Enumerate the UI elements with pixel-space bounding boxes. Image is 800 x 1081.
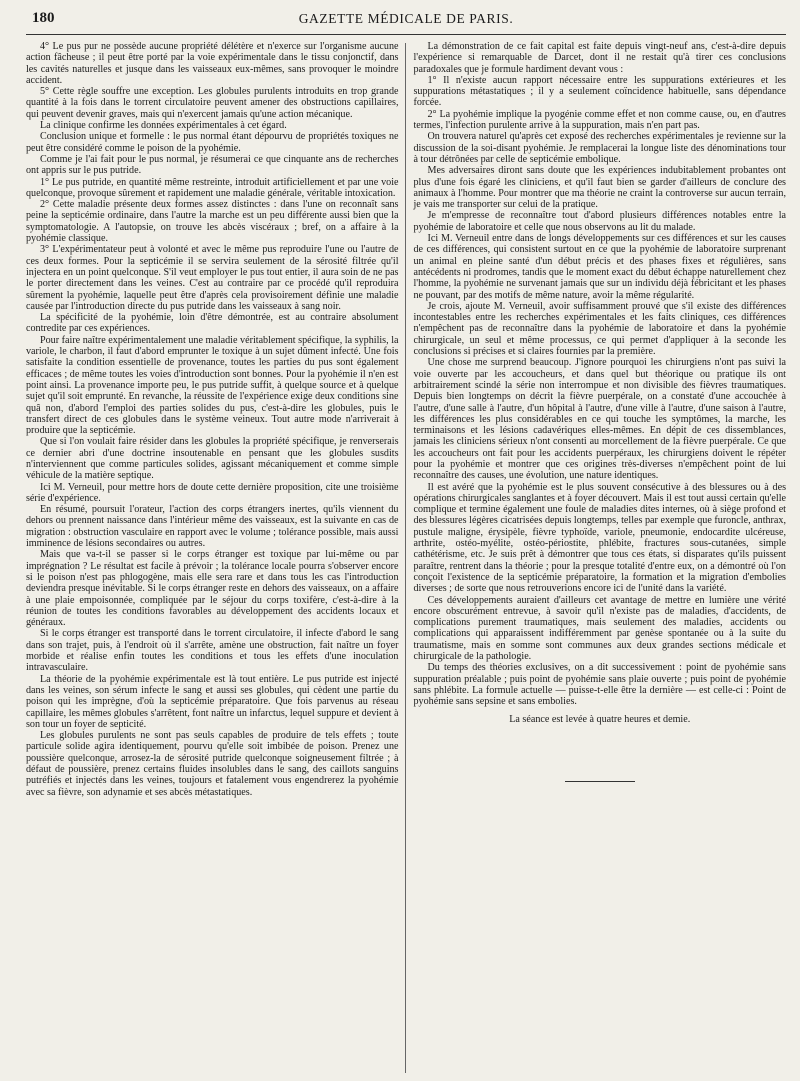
- paragraph: La théorie de la pyohémie expérimentale est là tout entière. Le pus putride est injecté dans les veines, son sérum infecte le sang et aussi ses globules, qui cèdent une partie du poison qui les imprègne, d'où la septicémie préparatoire. Que fois parvenus au réseau capillaire, les mêmes globules s'arrêtent, font naître un infarctus, lequel suppure et devient à son tour un foyer de septicité.: [26, 673, 399, 730]
- paragraph: Une chose me surprend beaucoup. J'ignore pourquoi les chirurgiens n'ont pas suivi la voie ouverte par les accoucheurs, et dans quel but théorique ou pratique ils ont arbitrairement scindé la série non interrompue et non divisible des fièvres traumatiques. Depuis bien longtemps on décrit la fièvre puerpérale, on a constaté d'une accouchée à l'autre, d'une salle à l'autre, d'un hôpital à l'autre, d'une ville à l'autre, d'une saison à l'autre, les différences les plus considérables en ce qui touche les symptômes, la marche, les terminaisons et les lésions cadavériques elles-mêmes. En dépit de ces dissemblances, jamais les cliniciens sérieux n'ont consenti au morcellement de la fièvre puerpérale. Ce que les accoucheurs ont fait pour les accidents puerpéraux, les chirurgiens doivent le répéter pour la pyohémie et montrer que ces origines très-diverses n'empêchent point de lui reconnaître des causes, une évolution, une nature identiques.: [413, 357, 786, 482]
- page-number: 180: [32, 10, 55, 26]
- paragraph: Du temps des théories exclusives, on a dit successivement : point de pyohémie sans suppuration préalable ; puis point de pyohémie sans plaie ouverte ; puis point de pyohémie sans phlébite. La formule actuelle — puisse-t-elle être la dernière — est celle-ci : Point de pyohémie sans sepsine et sans embolies.: [413, 662, 786, 708]
- paragraph: Ici M. Verneuil, pour mettre hors de doute cette dernière proposition, cite une troisième série d'expérience.: [26, 481, 399, 504]
- paragraph: Ces développements auraient d'ailleurs cet avantage de mettre en lumière une vérité encore obscurément entrevue, à savoir qu'il n'existe pas de maladies, d'accidents, de complications purement traumatiques, mais seulement des maladies, accidents ou complications qui apparaissent indifféremment par genèse spontanée ou à la suite du traumatisme, mais en somme sont communes aux deux grandes sections médicale et chirurgicale de la pathologie.: [413, 594, 786, 663]
- paragraph: 2° Cette maladie présente deux formes assez distinctes : dans l'une on reconnaît sans peine la septicémie ordinaire, dans l'autre la marche est un peu différente aussi bien que la symptomatologie. A l'autopsie, on trouve les abcès viscéraux ; bref, on a affaire à la pyohémie classique.: [26, 199, 399, 245]
- paragraph: La démonstration de ce fait capital est faite depuis vingt-neuf ans, c'est-à-dire depuis l'expérience si remarquable de Darcet, dont il ne restait qu'à tirer ces conclusions paradoxales que je formule hardiment devant vous :: [413, 41, 786, 75]
- paragraph: On trouvera naturel qu'après cet exposé des recherches expérimentales je revienne sur la discussion de la soi-disant pyohémie. Je remplacerai la longue liste des dénominations tour à tour détrônées par celle de septicémie embolique.: [413, 131, 786, 165]
- end-rule: [565, 781, 635, 782]
- paragraph: Mes adversaires diront sans doute que les expériences indubitablement probantes ont plus d'une fois égaré les cliniciens, et qu'il faut bien se garder d'ailleurs de conclure des animaux à l'homme. Pour montrer que ma théorie ne craint la controverse sur aucun terrain, je vais me transporter sur celui de la pratique.: [413, 165, 786, 211]
- closing-line: La séance est levée à quatre heures et demie.: [509, 713, 691, 725]
- paragraph: Ici M. Verneuil entre dans de longs développements sur ces différences et sur les causes de ces différences, qui consistent surtout en ce que la pyohémie de laboratoire surprenant un animal en pleine santé d'un début précis et des phases fixes et régulières, sans antécédents ni prodromes, tandis que le moment exact du début échappe naturellement chez l'homme, la pyohémie ne survenant jamais que sur un individu déjà fébricitant et les phases ne pouvant, par des motifs de même nature, avoir la même régularité.: [413, 233, 786, 301]
- paragraph: La clinique confirme les données expérimentales à cet égard.: [40, 120, 287, 132]
- paragraph: Pour faire naître expérimentalement une maladie véritablement spécifique, la syphilis, la variole, le charbon, il faut d'abord emprunter le toxique à un sujet dûment infecté. Une fois satisfaite la condition essentielle de provenance, toutes les parties du pus sont également efficaces ; de même toutes les voies d'introduction sont bonnes. Pour la pyohémie il n'en est point ainsi. La provenance importe peu, le pus putride suffit, à quelque source et à quelque sujet qu'il soit emprunté. En revanche, la réussite de l'expérience exige deux conditions sine quâ non, d'abord l'emploi des parties solides du pus, c'est-à-dire les globules, puis le transfert direct de ces globules dans le système veineux. Tout autre mode n'arriverait à produire que la septicémie.: [26, 334, 399, 437]
- article-columns: [26, 41, 786, 1081]
- paragraph: Je m'empresse de reconnaître tout d'abord plusieurs différences notables entre la pyohémie de laboratoire et celle que nous observons au lit du malade.: [413, 210, 786, 233]
- paragraph: Comme je l'ai fait pour le pus normal, je résumerai ce que cinquante ans de recherches ont appris sur le pus putride.: [26, 153, 399, 177]
- paragraph: Conclusion unique et formelle : le pus normal étant dépourvu de propriétés toxiques ne peut être considéré comme le poison de la pyohémie.: [26, 131, 399, 154]
- page-header: [26, 6, 786, 35]
- right-column: [406, 41, 787, 1081]
- paragraph: 1° Le pus putride, en quantité même restreinte, introduit artificiellement et par une voie quelconque, provoque sûrement et rapidement une maladie générale, véritable intoxication.: [26, 176, 399, 199]
- paragraph: Les globules purulents ne sont pas seuls capables de produire de tels effets ; toute particule solide agira identiquement, pourvu qu'elle soit imbibée de poison. Prenez une poussière quelconque, arrosez-la de sérosité putride quelconque soigneusement filtrée ; à défaut de poussière, prenez certains fluides insolubles dans le sang, des caillots sanguins putréfiés et injectés dans les veines, toujours et fatalement vous engendrerez la pyohémie avec sa fièvre, son adynamie et ses abcès métastatiques.: [26, 730, 399, 798]
- paragraph: Il est avéré que la pyohémie est le plus souvent consécutive à des blessures ou à des opérations chirurgicales sanglantes et à foyer découvert. Mais il est tout aussi certain qu'elle complique et termine également une foule de maladies dites internes, où à siège profond et des blessures légères cicatrisées depuis longtemps, telles par exemple que furoncle, anthrax, pustule maligne, érysipèle, fièvre typhoïde, variole, pneumonie, endocardite ulcéreuse, arthrite, ostéo-myélite, ostéo-périostite, phlébite, fractures sous-cutanées, simple cathétérisme, etc. Je suis prêt à démontrer que tous ces états, si disparates qu'ils puissent paraître, rentrent dans la théorie ; pour la presque totalité d'entre eux, on a démontré où l'on conçoit l'existence de la septicémie préparatoire, la formation et la migration d'embolies diverses ; de sorte que nous retrouverions encore ici de l'unité dans la variété.: [413, 481, 786, 595]
- paragraph: 4° Le pus pur ne possède aucune propriété délétère et n'exerce sur l'organisme aucune action fâcheuse ; il peut être porté par la voie expérimentale dans le tissu conjonctif, dans les cavités naturelles et jusque dans les vaisseaux eux-mêmes, sans provoquer le moindre accident.: [26, 41, 399, 86]
- journal-title: GAZETTE MÉDICALE DE PARIS.: [298, 11, 514, 26]
- paragraph: 3° L'expérimentateur peut à volonté et avec le même pus reproduire l'une ou l'autre de ces deux formes. Pour la septicémie il se servira seulement de la sérosité filtrée qu'il injectera en un point quelconque. S'il veut employer le pus tout entier, il aura soin de ne pas le porter directement dans les veines. C'est au contraire par ce procédé qu'il reproduira sûrement la pyohémie, laquelle peut être d'après cela provisoirement définie une maladie causée par l'introduction directe du pus putride dans les vaisseaux à sang noir.: [26, 244, 399, 312]
- paragraph: Que si l'on voulait faire résider dans les globules la propriété spécifique, je renverserais ce dernier abri d'une doctrine insoutenable en pensant que les globules susdits n'interviennent que comme particules solides, agissant mécaniquement et comme simple véhicule de la matière septique.: [26, 436, 399, 482]
- paragraph: 2° La pyohémie implique la pyogénie comme effet et non comme cause, ou, en d'autres termes, l'infection purulente arrive à la suppuration, mais n'en part pas.: [413, 108, 786, 132]
- paragraph: La spécificité de la pyohémie, loin d'être démontrée, est au contraire absolument contredite par ces expériences.: [26, 312, 399, 335]
- paragraph: Mais que va-t-il se passer si le corps étranger est toxique par lui-même ou par imprégnation ? Le résultat est facile à prévoir ; la tolérance locale pourra s'observer encore si le poison n'est pas phlogogène, mais elle sera rare et dans tous les cas l'introduction deviendra presque inévitable. Si le corps étranger reste en dehors des vaisseaux, on a affaire à une plaie empoisonnée, compliquée par le séjour du corps toxifère, c'est-à-dire à la réunion de toutes les conditions favorables au développement des accidents locaux et généraux.: [26, 549, 399, 629]
- left-column: [26, 41, 405, 1081]
- paragraph: 1° Il n'existe aucun rapport nécessaire entre les suppurations extérieures et les suppurations métastatiques ; il y a seulement coïncidence habituelle, sans dépendance forcée.: [413, 74, 786, 109]
- paragraph: Si le corps étranger est transporté dans le torrent circulatoire, il infecte d'abord le sang dans son trajet, puis, à l'endroit où il s'arrête, amène une obstruction, fait naître un foyer morbide et réalise enfin toutes les conditions et tous les effets d'une inoculation intravasculaire.: [26, 628, 399, 674]
- paragraph: Je crois, ajoute M. Verneuil, avoir suffisamment prouvé que s'il existe des différences incontestables entre les recherches expérimentales et les faits cliniques, ces différences n'empêchent pas de reconnaître dans la pyohémie de laboratoire et dans la pyohémie chirurgicale, un seul et même processus, ce qui permet d'appliquer à la seconde les conclusions si précises et si claires fournies par la première.: [413, 300, 786, 358]
- paragraph: 5° Cette règle souffre une exception. Les globules purulents introduits en trop grande quantité à la fois dans le torrent circulatoire peuvent amener des obstructions capillaires, qui peuvent devenir graves, mais qui n'exercent jamais qu'une action mécanique.: [26, 86, 399, 120]
- paragraph: En résumé, poursuit l'orateur, l'action des corps étrangers inertes, qu'ils viennent du dehors ou prennent naissance dans l'intérieur même des vaisseaux, est la suivante en cas de migration : obstruction vasculaire en rapport avec le volume ; tolérance possible, mais aussi imminence de lésions secondaires ou autres.: [26, 504, 399, 550]
